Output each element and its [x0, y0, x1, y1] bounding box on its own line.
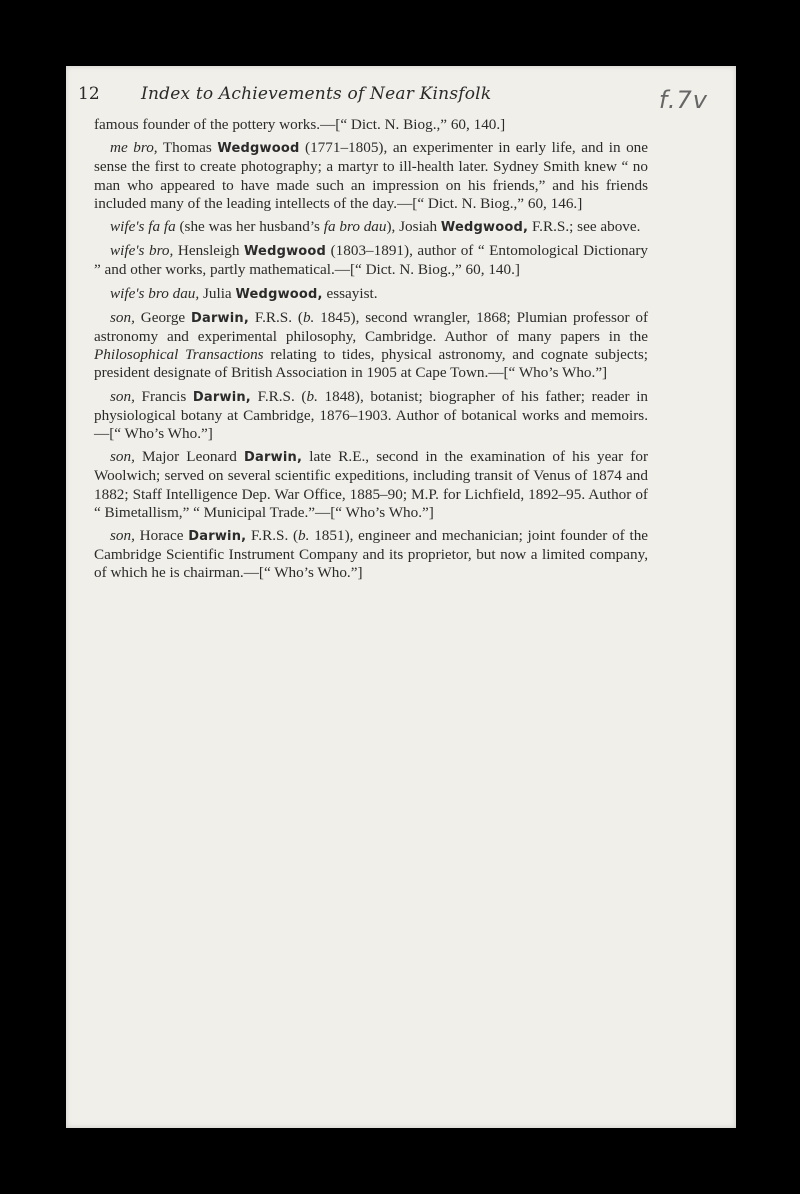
entry-hensleigh-wedgwood	[94, 242, 648, 279]
given-name: Horace	[139, 527, 184, 545]
surname: Wedgwood	[217, 141, 300, 157]
journal-title: Philosophical Transactions	[94, 346, 264, 364]
relation-note: fa bro dau	[323, 218, 387, 236]
given-name: Major Leonard	[142, 448, 237, 466]
pencil-annotation: f.7v	[658, 86, 708, 114]
given-name: George	[140, 308, 186, 326]
born-abbrev: b.	[302, 308, 315, 326]
entry-text: (1803–1891), author of “ Entomological Dictionary ” and other works, partly mathematical.—[“ Dict. N. Biog.,” 60, 140.]	[94, 242, 649, 279]
surname: Darwin,	[188, 529, 247, 545]
entry-francis-darwin	[94, 388, 648, 444]
entry-text: (she was her husband’s	[179, 218, 320, 236]
entry-leonard-darwin	[94, 448, 648, 522]
entry-text: famous founder of the pottery works.—[“ Dict. N. Biog.,” 60, 140.]	[94, 116, 506, 133]
surname: Wedgwood,	[235, 286, 323, 302]
entry-text: ), Josiah	[386, 218, 438, 236]
born-abbrev: b.	[298, 527, 310, 545]
entry-george-darwin	[94, 309, 648, 383]
page-number: 12	[78, 84, 100, 104]
entry-horace-darwin	[94, 527, 648, 583]
entry-text: 1851), engineer and mechanician; joint founder of the Cambridge Scientific Instrument Company and its proprietor, but now a limited company, of which he is chairman.—[“ Who’s Who.”]	[94, 527, 649, 582]
entry-continuation	[94, 116, 648, 134]
entry-julia-wedgwood	[94, 285, 648, 304]
given-name: Julia	[202, 284, 232, 302]
entry-text: F.R.S. (	[251, 527, 299, 545]
given-name: Francis	[141, 387, 187, 405]
entry-text: 1845), second wrangler, 1868; Plumian professor of astronomy and experimental philosophy, Cambridge. Author of many papers in the	[94, 308, 649, 346]
relation-label: wife's fa fa	[110, 218, 176, 236]
entry-text: relating to tides, physical astronomy, and cognate subjects; president designate of British Association in 1905 at Cape Town.—[“ Who’s Who.”]	[94, 346, 648, 382]
entry-josiah-wedgwood	[94, 218, 648, 237]
surname: Wedgwood	[243, 244, 327, 260]
entry-text: F.R.S.; see above.	[531, 218, 641, 236]
relation-label: son,	[110, 527, 135, 545]
page-title: Index to Achievements of Near Kinsfolk	[141, 84, 492, 104]
entry-text: 1848), botanist; biographer of his father; reader in physiological botany at Cambridge, 1876–1903. Author of botanical works and memoirs.—[“ Who’s Who.”]	[94, 387, 649, 443]
relation-label: wife's bro,	[110, 242, 174, 260]
surname: Darwin,	[244, 450, 303, 466]
entry-text: F.R.S. (	[257, 387, 307, 405]
relation-label: son,	[110, 308, 135, 326]
entry-thomas-wedgwood	[94, 139, 648, 213]
given-name: Thomas	[162, 139, 212, 157]
entry-text: (1771–1805), an experimenter in early life, and in one sense the first to create photography; a martyr to ill-health later. Sydney Smith knew “ no man who appeared to have made such an impression on his friends,” and his friends included many of the leading intellects of the day.—[“ Dict. N. Biog.,” 60, 146.]	[94, 139, 649, 212]
born-abbrev: b.	[306, 387, 318, 405]
relation-label: wife's bro dau,	[110, 284, 200, 302]
relation-label: son,	[110, 387, 135, 405]
relation-label: me bro,	[110, 139, 158, 157]
running-header	[78, 84, 638, 104]
relation-label: son,	[110, 448, 135, 466]
page-body	[94, 116, 648, 588]
surname: Wedgwood,	[440, 220, 529, 236]
entry-text: late R.E., second in the examination of his year for Woolwich; served on several scientific expeditions, including transit of Venus of 1874 and 1882; Staff Intelligence Dep. War Office, 1885–90; M.P. for Lichfield, 1892–95. Author of “ Bimetallism,” “ Municipal Trade.”—[“ Who’s Who.”]	[94, 448, 649, 521]
given-name: Hensleigh	[177, 242, 240, 260]
entry-text: essayist.	[326, 284, 378, 302]
surname: Darwin,	[190, 310, 250, 326]
entry-text: F.R.S. (	[254, 308, 303, 326]
surname: Darwin,	[192, 389, 251, 405]
